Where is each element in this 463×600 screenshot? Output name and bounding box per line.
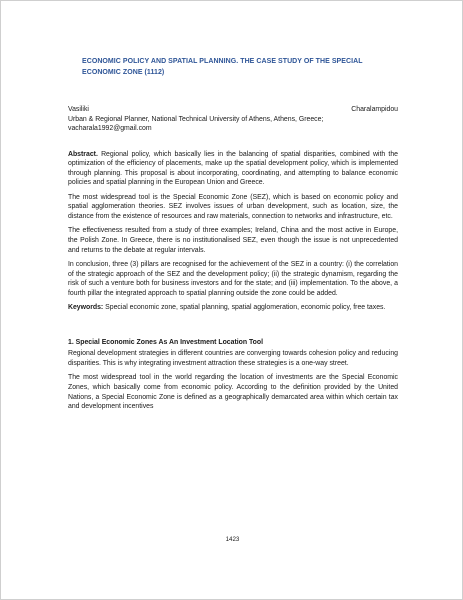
paper-title: ECONOMIC POLICY AND SPATIAL PLANNING. THE CASE STUDY OF THE SPECIAL ECONOMIC ZONE (1112) (82, 58, 363, 76)
body-paragraph-2: The effectiveness resulted from a study of three examples; Ireland, China and the most active in Europe, the Polish Zone. In Greece, there is no institutionalised SEZ, even though the issue is not unprecedented and returns to the debate at regular intervals. (68, 227, 398, 254)
abstract-label: Abstract. (68, 150, 98, 158)
author-name (68, 105, 398, 115)
section-paragraph-2: The most widespread tool in the world regarding the location of investments are the Special Economic Zones, which basically come from economic policy. According to the definition provided by the United Nations, a Special Economic Zone is defined as a geographically demarcated area within which certain tax and development incentives (68, 374, 398, 411)
author-email: vacharala1992@gmail.com (68, 125, 152, 133)
body-paragraph-3: In conclusion, three (3) pillars are recognised for the achievement of the SEZ in a country: (i) the correlation of the strategic approach of the SEZ and the development policy; (ii) the strategic dynamism, regarding the risk of such a venture both for business investors and for the state; and (iii) implementation. To the above, a fourth pillar the integrated approach to spatial planning outside the zone could be added. (68, 261, 398, 297)
abstract-text: Regional policy, which basically lies in the balancing of spatial disparities, combined with the optimization of the efficiency of placements, make up the spatial development policy, which is implemented through planning. This proposal is about incorporating, coordinating, and attempting to balance economic policies and spatial planning in the European Union and Greece. (68, 150, 398, 187)
abstract-paragraph (68, 150, 398, 188)
page-content (68, 56, 398, 417)
section-paragraph-1: Regional development strategies in different countries are converging towards cohesion policy and reducing disparities. This is why integrating investment attraction these strategies is a one-way street. (68, 350, 398, 367)
keywords-paragraph (68, 303, 398, 313)
author-first-name: Vasiliki (68, 106, 89, 113)
body-paragraph-1: The most widespread tool is the Special Economic Zone (SEZ), which is based on economic policy and spatial agglomeration theories. SEZ involves issues of urban development, such as location, size, the distance from the existence of resources and raw materials, connection to networks and infrastructure, etc. (68, 193, 398, 220)
section-heading: 1. Special Economic Zones As An Investment Location Tool (68, 338, 264, 346)
author-last-name: Charalampidou (351, 106, 398, 113)
keywords-text: Special economic zone, spatial planning, spatial agglomeration, economic policy, free taxes. (105, 304, 386, 312)
page-number: 1423 (225, 536, 240, 543)
author-affiliation: Urban & Regional Planner, National Technical University of Athens, Athens, Greece; (68, 115, 324, 123)
keywords-label: Keywords: (68, 304, 104, 312)
